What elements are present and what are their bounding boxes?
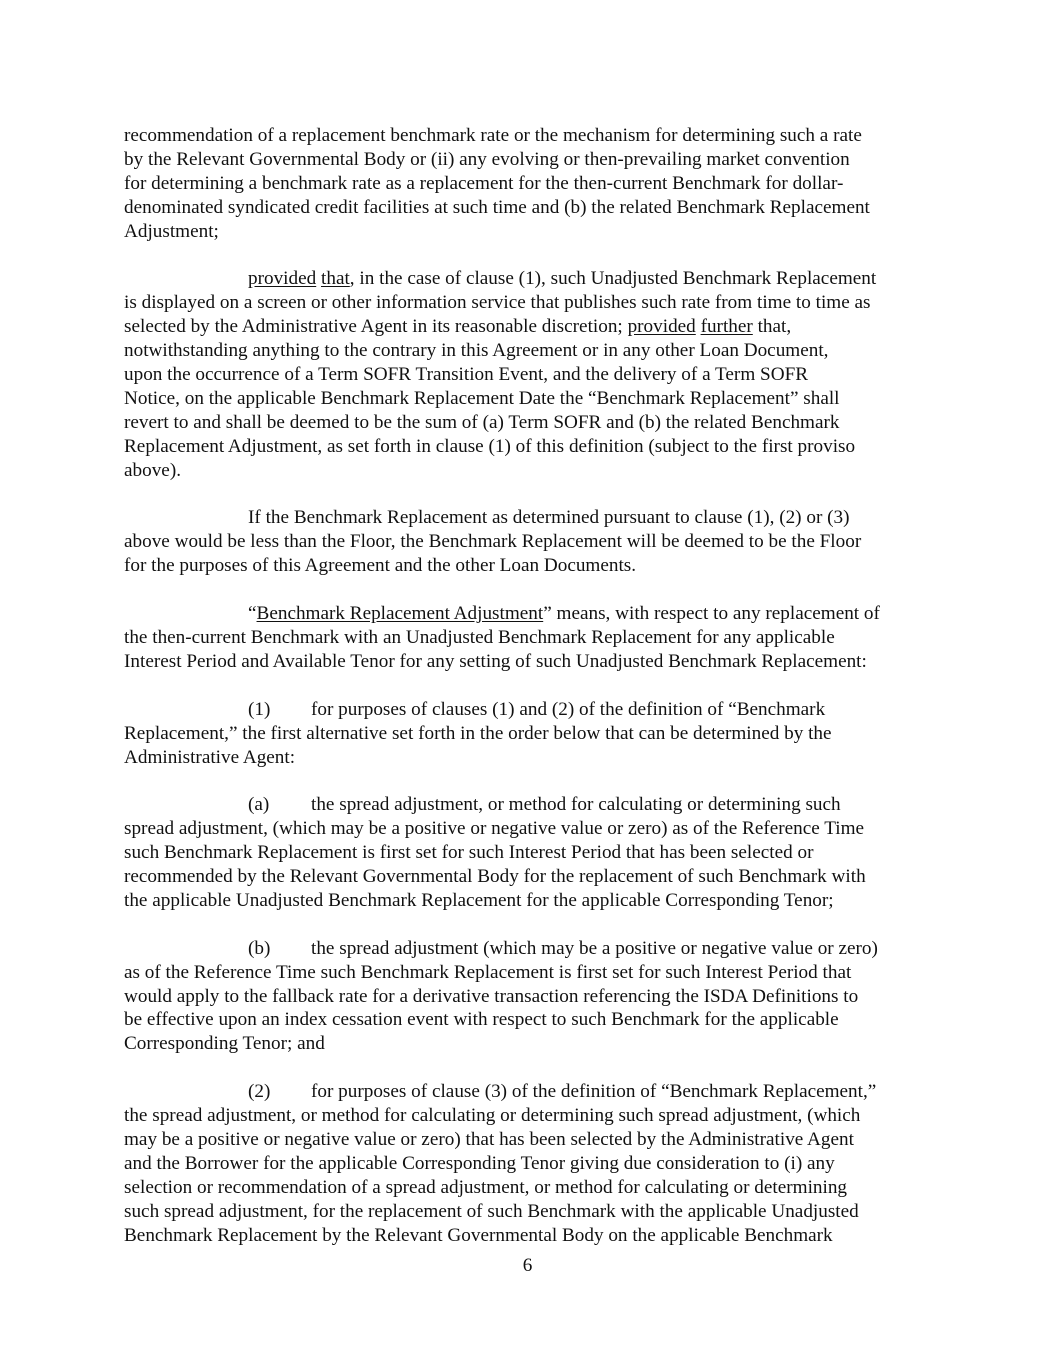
- text-line: such spread adjustment, for the replacement of such Benchmark with the applicable Unadjusted: [124, 1200, 859, 1222]
- clause-number: (1): [248, 698, 271, 720]
- text-segment: , in the case of clause (1), such Unadjusted Benchmark Replacement: [349, 268, 877, 290]
- underlined-term: provided: [248, 268, 317, 290]
- text-line: upon the occurrence of a Term SOFR Transition Event, and the delivery of a Term SOFR: [124, 364, 809, 386]
- text-line: [124, 793, 936, 817]
- text-line: be effective upon an index cessation event with respect to such Benchmark for the applicable: [124, 1009, 839, 1031]
- text-line: [124, 267, 936, 291]
- text-line: Adjustment;: [124, 220, 219, 242]
- text-line: recommendation of a replacement benchmark rate or the mechanism for determining such a rate: [124, 125, 862, 146]
- text-line: [124, 1080, 936, 1104]
- text-line: Replacement Adjustment, as set forth in clause (1) of this definition (subject to the first proviso: [124, 435, 856, 457]
- text-segment: the spread adjustment (which may be a positive or negative value or zero): [311, 937, 878, 959]
- text-line: recommended by the Relevant Governmental Body for the replacement of such Benchmark with: [124, 866, 866, 888]
- text-line: would apply to the fallback rate for a derivative transaction referencing the ISDA Definitions to: [124, 985, 859, 1007]
- document-page: [124, 124, 936, 1271]
- text-line: and the Borrower for the applicable Corresponding Tenor giving due consideration to (i) any: [124, 1152, 835, 1174]
- text-line: as of the Reference Time such Benchmark Replacement is first set for such Interest Period that: [124, 961, 852, 983]
- text-line: [124, 315, 936, 339]
- text-line: [124, 602, 936, 626]
- text-segment: the spread adjustment, or method for calculating or determining such: [311, 794, 841, 816]
- text-line: above would be less than the Floor, the Benchmark Replacement will be deemed to be the Floor: [124, 531, 862, 553]
- clause-a: [124, 793, 936, 913]
- text-line: the then-current Benchmark with an Unadjusted Benchmark Replacement for any applicable: [124, 626, 835, 648]
- text-line: denominated syndicated credit facilities at such time and (b) the related Benchmark Replacement: [124, 196, 870, 218]
- text-line: by the Relevant Governmental Body or (ii) any evolving or then-prevailing market convention: [124, 148, 850, 170]
- text-line: revert to and shall be deemed to be the sum of (a) Term SOFR and (b) the related Benchmark: [124, 411, 840, 433]
- text-line: Notice, on the applicable Benchmark Replacement Date the “Benchmark Replacement” shall: [124, 387, 840, 409]
- clause-number: (b): [248, 937, 271, 959]
- text-segment: that,: [752, 316, 792, 338]
- page-number: 6: [522, 1255, 533, 1276]
- paragraph-definition: [124, 602, 936, 674]
- defined-term: Benchmark Replacement Adjustment: [256, 603, 544, 625]
- clause-1: [124, 698, 936, 770]
- text-line: the spread adjustment, or method for calculating or determining such spread adjustment, (which: [124, 1105, 861, 1127]
- text-line: [124, 937, 936, 961]
- clause-number: (2): [248, 1081, 271, 1103]
- underlined-term: further: [700, 316, 753, 338]
- underlined-term: provided: [627, 316, 696, 338]
- text-line: Corresponding Tenor; and: [124, 1033, 325, 1055]
- paragraph-continuation: [124, 124, 936, 244]
- text-line: Interest Period and Available Tenor for any setting of such Unadjusted Benchmark Replacement:: [124, 650, 867, 672]
- text-segment: for purposes of clauses (1) and (2) of the definition of “Benchmark: [311, 698, 826, 720]
- text-line: [124, 698, 936, 722]
- text-line: selection or recommendation of a spread adjustment, or method for calculating or determining: [124, 1176, 848, 1198]
- text-line: may be a positive or negative value or zero) that has been selected by the Administrative Agent: [124, 1128, 854, 1150]
- text-segment: “: [248, 603, 257, 625]
- text-segment: for purposes of clause (3) of the definition of “Benchmark Replacement,”: [311, 1081, 877, 1103]
- paragraph-proviso: [124, 267, 936, 482]
- clause-number: (a): [248, 794, 270, 816]
- text-segment: ” means, with respect to any replacement of: [543, 603, 880, 625]
- text-line: for the purposes of this Agreement and the other Loan Documents.: [124, 555, 637, 577]
- paragraph-floor: [124, 506, 936, 578]
- text-line: for determining a benchmark rate as a replacement for the then-current Benchmark for dollar-: [124, 172, 844, 194]
- text-line: Replacement,” the first alternative set forth in the order below that can be determined by the: [124, 722, 832, 744]
- text-line: such Benchmark Replacement is first set for such Interest Period that has been selected or: [124, 842, 814, 864]
- text-segment: selected by the Administrative Agent in its reasonable discretion;: [124, 316, 628, 338]
- text-line: the applicable Unadjusted Benchmark Replacement for the applicable Corresponding Tenor;: [124, 889, 834, 911]
- text-line: If the Benchmark Replacement as determined pursuant to clause (1), (2) or (3): [248, 507, 850, 529]
- clause-b: [124, 937, 936, 1057]
- text-line: spread adjustment, (which may be a positive or negative value or zero) as of the Reference Time: [124, 818, 865, 840]
- text-line: notwithstanding anything to the contrary in this Agreement or in any other Loan Document,: [124, 340, 829, 362]
- underlined-term: that: [321, 268, 350, 290]
- text-line: is displayed on a screen or other information service that publishes such rate from time to time as: [124, 292, 871, 314]
- text-line: Benchmark Replacement by the Relevant Governmental Body on the applicable Benchmark: [124, 1224, 833, 1246]
- text-line: above).: [124, 459, 182, 481]
- text-line: Administrative Agent:: [124, 746, 296, 768]
- clause-2: [124, 1080, 936, 1247]
